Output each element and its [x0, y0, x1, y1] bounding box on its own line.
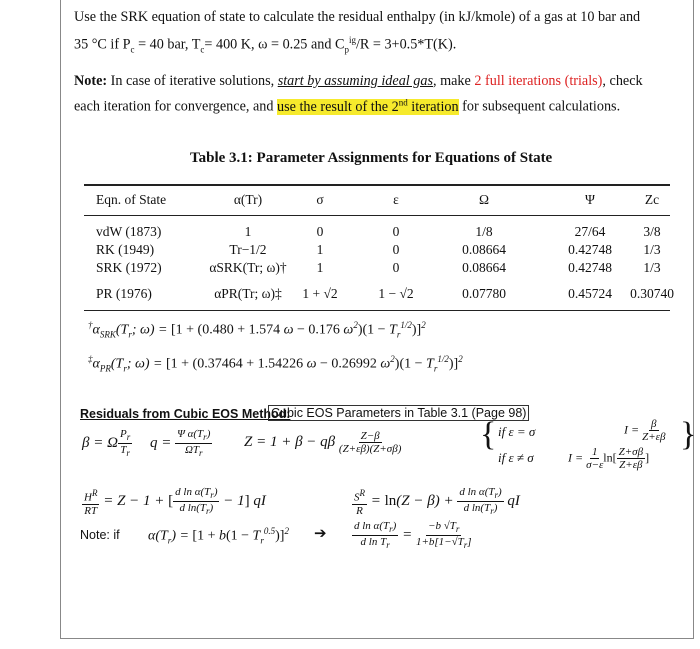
note-underlined: start by assuming ideal gas	[277, 73, 433, 89]
table-cell: 27/64	[574, 224, 606, 239]
table-cell: 1	[316, 260, 324, 275]
table-cell: αPR(Tr; ω)‡	[214, 286, 282, 301]
note-text-1: In case of iterative solutions,	[107, 73, 278, 89]
arrow-icon: ➔	[314, 526, 327, 542]
note-line-1	[74, 71, 643, 92]
note-line-2	[74, 92, 620, 118]
alpha-note: $\alpha(T_r) = [1 + b(1 - T_r^{0.5})]^2$	[148, 526, 289, 546]
dalpha-equation: $\frac{d \ln \alpha(T_r)}{d \ln T_r}$ = $\frac{-b √T_r}{1+b[1-√T_r]}$	[354, 520, 472, 551]
table-cell: 3/8	[643, 224, 661, 239]
table-bottom-rule	[84, 310, 670, 311]
table-cell: SRK (1972)	[96, 260, 162, 275]
note-if: Note: if	[80, 528, 120, 542]
note-line2-plain: each iteration for convergence, and	[74, 98, 277, 115]
note-highlight: use the result of the 2nd iteration	[277, 97, 459, 115]
cubic-eos-box: Cubic EOS Parameters in Table 3.1 (Page 98)	[268, 405, 529, 421]
table-cell: 0.42748	[568, 242, 612, 257]
case-unequal: if ε ≠ σ	[498, 450, 534, 465]
table-header-cell: α(Tr)	[233, 192, 263, 207]
note-text-3: , check	[602, 73, 643, 89]
note-red: 2 full iterations (trials)	[474, 73, 603, 89]
hr-equation: $\frac{H^R}{RT}$ = Z − 1 + [ $\frac{d \ln \alpha(T_r)}{d \ln(T_r)}$ − 1] qI	[84, 486, 266, 517]
table-cell: 1/3	[643, 242, 661, 257]
case-equal: if ε = σ	[498, 424, 536, 439]
residuals-heading: Residuals from Cubic EOS Method:	[80, 407, 291, 421]
table-cell: 0	[392, 242, 400, 257]
z-equation: Z = 1 + β − qβ $\frac{Z-\beta}{(Z+\varepsilon\beta)(Z+\sigma\beta)}$	[244, 430, 402, 455]
table-header-cell: Zc	[644, 192, 660, 207]
note-line2-end: for subsequent calculations.	[458, 98, 621, 115]
table-cell: 1/3	[643, 260, 661, 275]
table-cell: 0.08664	[462, 242, 506, 257]
table-header-cell: Ψ	[585, 192, 595, 207]
table-header-cell: Eqn. of State	[96, 192, 167, 207]
table-cell: vdW (1873)	[96, 224, 162, 239]
table-header-rule	[84, 215, 670, 216]
problem-line-2: 35 °C if $P_c = 40$ bar, $T_c= 400$ K, ω = 0.25 and $C_p^{ig}/R = 3+0.5*T(K)$.	[74, 35, 457, 55]
q-equation: q = $\frac{\Psi \alpha(T_r)}{\Omega T_r}$	[150, 428, 211, 459]
table-cell: 1	[244, 224, 252, 239]
table-cell: 0.42748	[568, 260, 612, 275]
table-top-rule	[84, 184, 670, 186]
table-caption: Table 3.1: Parameter Assignments for Equations of State	[190, 150, 553, 166]
table-cell: 0	[392, 260, 400, 275]
beta-equation: β = Ω $\frac{P_r}{T_r}$	[82, 428, 131, 459]
table-cell: 1	[316, 242, 324, 257]
i-unequal-formula: I = $\frac{1}{\sigma-\varepsilon}$ ln[ $\frac{Z+\sigma\beta}{Z+\varepsilon\beta}$ ]	[568, 446, 650, 471]
table-cell: 1 + √2	[302, 286, 338, 301]
case-brace: {	[480, 416, 497, 453]
table-cell: 1 − √2	[378, 286, 414, 301]
table-cell: PR (1976)	[96, 286, 152, 301]
table-cell: 0.45724	[568, 286, 612, 301]
table-cell: 0	[316, 224, 324, 239]
note-text-2: , make	[432, 73, 475, 89]
table-header-cell: Ω	[478, 192, 490, 207]
table-cell: 0.07780	[462, 286, 506, 301]
table-cell: 0.08664	[462, 260, 506, 275]
note-label: Note:	[74, 73, 108, 89]
table-cell: 1/8	[475, 224, 493, 239]
i-brace: }	[680, 416, 697, 453]
i-equal-formula: I = $\frac{\beta}{Z+\varepsilon\beta}$	[624, 418, 666, 443]
table-cell: αSRK(Tr; ω)†	[209, 260, 287, 275]
table-cell: Tr−1/2	[229, 242, 267, 257]
table-cell: 0.30740	[630, 286, 674, 301]
footnote-srk: $^\dagger\alpha_{SRK}(T_r$; ω) = [1 + (0.480 + 1.574 ω − 0.176 $\omega^2)(1 - T_r^{1/2})]^2$	[88, 320, 426, 340]
table-header-cell: σ	[316, 192, 324, 207]
table-header-cell: ε	[393, 192, 399, 207]
table-cell: RK (1949)	[96, 242, 155, 257]
footnote-pr: $^\ddagger\alpha_{PR}(T_r$; ω) = [1 + (0.37464 + 1.54226 ω − 0.26992 $\omega^2)(1 - T_r^{1/2})]^2$	[88, 354, 463, 374]
sr-equation: $\frac{S^R}{R}$ = ln(Z − β) + $\frac{d \ln \alpha(T_r)}{d \ln(T_r)}$ qI	[354, 486, 520, 517]
problem-line-1: Use the SRK equation of state to calculate the residual enthalpy (in kJ/kmole) of a gas at 10 bar and	[74, 9, 641, 25]
table-cell: 0	[392, 224, 400, 239]
